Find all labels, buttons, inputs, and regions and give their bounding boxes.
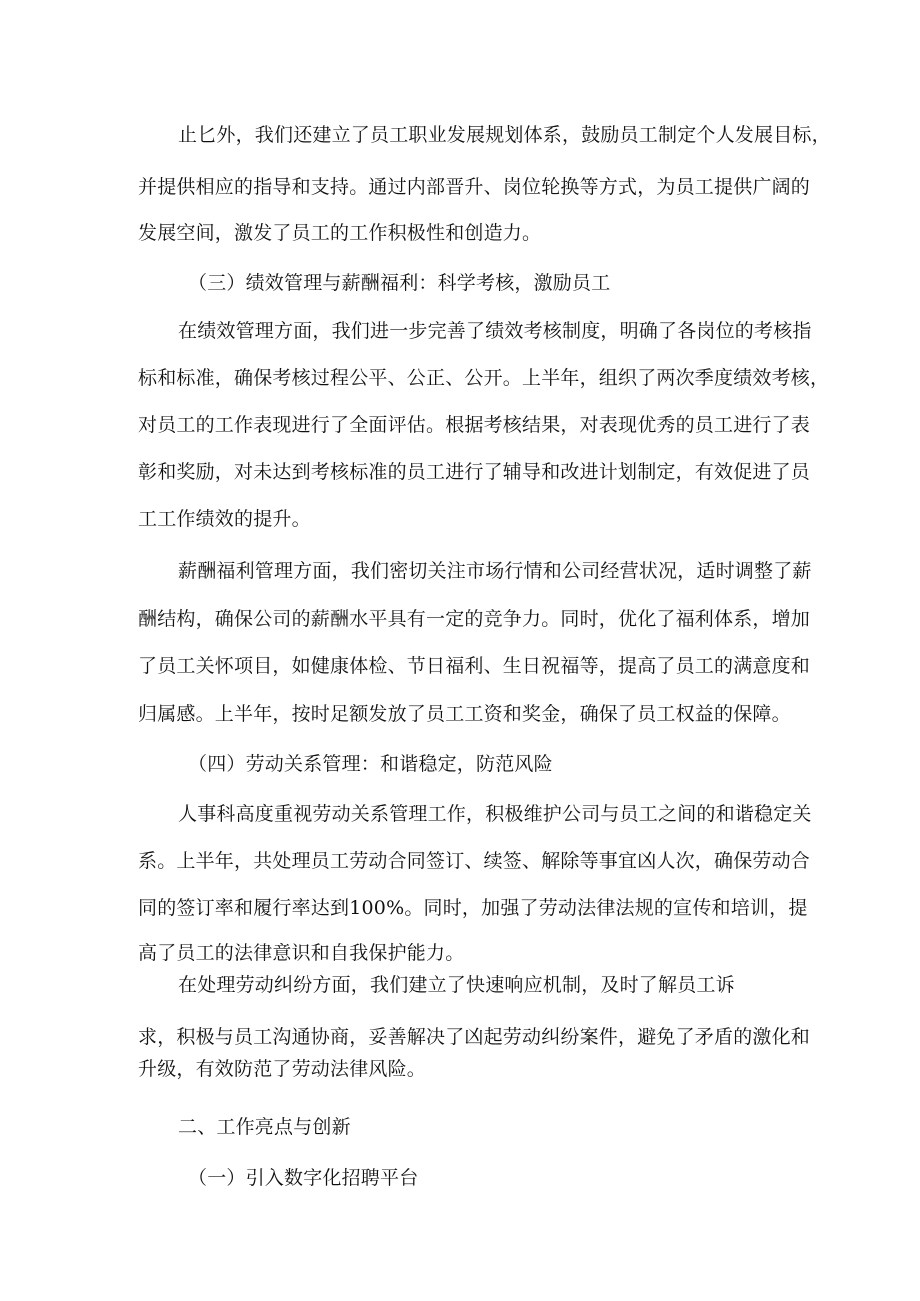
paragraph-line: 高了员工的法律意识和自我保护能力。 (138, 942, 465, 964)
subheading: （一）引入数字化招聘平台 (188, 1167, 419, 1189)
paragraph-line: 并提供相应的指导和支持。通过内部晋升、岗位轮换等方式，为员工提供广阔的 (138, 176, 811, 198)
section-heading: 二、工作亮点与创新 (178, 1116, 351, 1138)
heading-3: （三）绩效管理与薪酬福利：科学考核，激励员工 (188, 272, 611, 294)
paragraph-line: 归属感。上半年，按时足额发放了员工工资和奖金，确保了员工权益的保障。 (138, 703, 791, 725)
paragraph-line: 同的签订率和履行率达到100%。同时，加强了劳动法律法规的宣传和培训，提 (138, 897, 808, 919)
paragraph-line: 工工作绩效的提升。 (138, 508, 311, 530)
paragraph-line: 彰和奖励，对未达到考核标准的员工进行了辅导和改进计划制定，有效促进了员 (138, 461, 811, 483)
paragraph-line: 人事科高度重视劳动关系管理工作，积极维护公司与员工之间的和谐稳定关 (178, 803, 812, 825)
paragraph-line: 系。上半年，共处理员工劳动合同签订、续签、解除等事宜凶人次，确保劳动合 (138, 850, 811, 872)
paragraph-line: 在处理劳动纠纷方面，我们建立了快速响应机制，及时了解员工诉 (178, 974, 735, 996)
heading-4: （四）劳动关系管理：和谐稳定，防范风险 (188, 753, 553, 775)
paragraph-line: 升级，有效防范了劳动法律风险。 (138, 1058, 427, 1080)
paragraph-line: 薪酬福利管理方面，我们密切关注市场行情和公司经营状况，适时调整了薪 (178, 560, 812, 582)
paragraph-line: 了员工关怀项目，如健康体检、节日福利、生日祝福等，提高了员工的满意度和 (138, 655, 811, 677)
paragraph-line: 酬结构，确保公司的薪酬水平具有一定的竞争力。同时，优化了福利体系，增加 (138, 608, 811, 630)
paragraph-line: 标和标准，确保考核过程公平、公正、公开。上半年，组织了两次季度绩效考核， (138, 367, 830, 389)
paragraph-line: 发展空间，激发了员工的工作积极性和创造力。 (138, 222, 542, 244)
paragraph-line: 在绩效管理方面，我们进一步完善了绩效考核制度，明确了各岗位的考核指 (178, 320, 812, 342)
paragraph-line: 止匕外，我们还建立了员工职业发展规划体系，鼓励员工制定个人发展目标， (178, 124, 831, 146)
paragraph-line: 对员工的工作表现进行了全面评估。根据考核结果，对表现优秀的员工进行了表 (138, 414, 811, 436)
paragraph-line: 求，积极与员工沟通协商，妥善解决了凶起劳动纠纷案件，避免了矛盾的激化和 (138, 1026, 811, 1048)
